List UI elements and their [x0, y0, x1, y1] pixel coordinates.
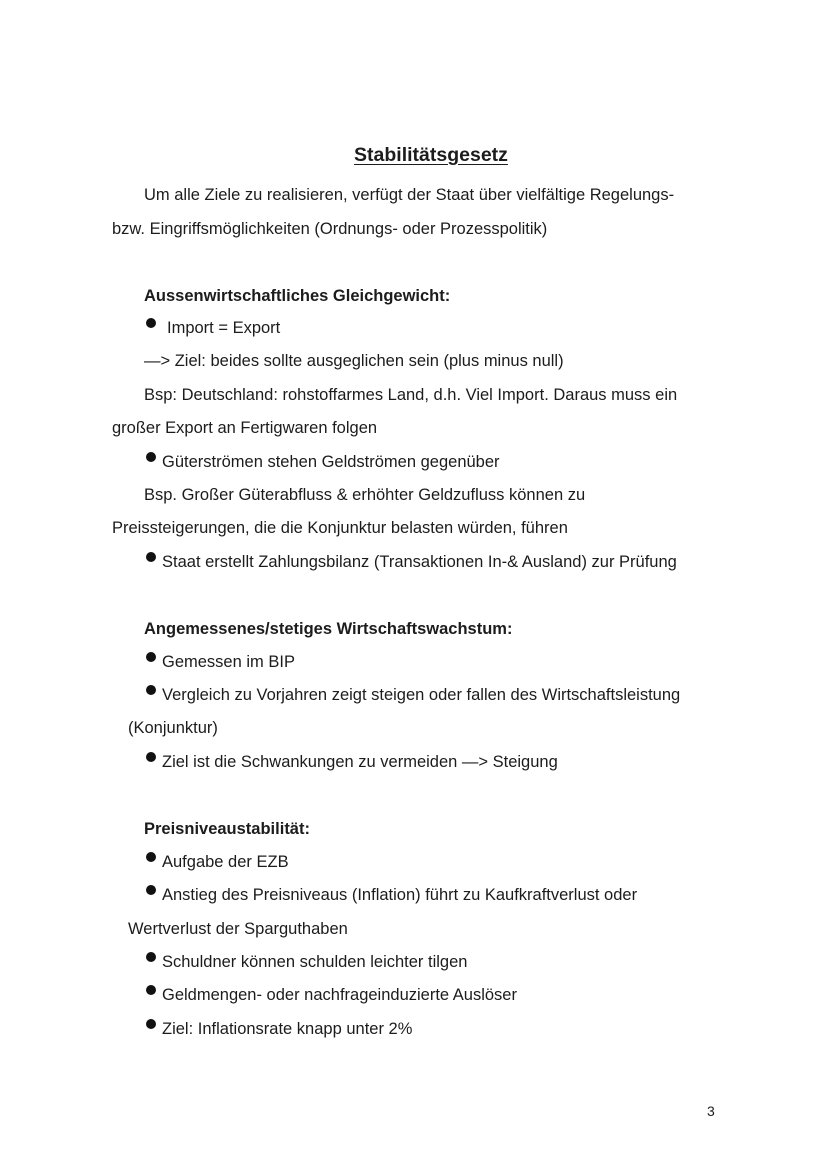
bullet-icon — [146, 752, 156, 762]
paragraph-line: großer Export an Fertigwaren folgen — [112, 419, 378, 437]
list-item: Vergleich zu Vorjahren zeigt steigen oder fallen des Wirtschaftsleistung — [162, 686, 681, 704]
list-item: Anstieg des Preisniveaus (Inflation) führt zu Kaufkraftverlust oder — [162, 886, 638, 904]
bullet-icon — [146, 318, 156, 328]
list-item: Import = Export — [167, 319, 281, 337]
bullet-icon — [146, 952, 156, 962]
bullet-icon — [146, 552, 156, 562]
paragraph-line: Bsp. Großer Güterabfluss & erhöhter Geldzufluss können zu — [144, 486, 586, 504]
list-item: Güterströmen stehen Geldströmen gegenüber — [162, 453, 500, 471]
section-heading-preisniveau: Preisniveaustabilität: — [144, 820, 310, 838]
bullet-icon — [146, 452, 156, 462]
list-item: Schuldner können schulden leichter tilgen — [162, 953, 468, 971]
bullet-icon — [146, 685, 156, 695]
list-item-continuation: (Konjunktur) — [128, 719, 218, 737]
paragraph-line: Preissteigerungen, die die Konjunktur belasten würden, führen — [112, 519, 568, 537]
list-item: Ziel ist die Schwankungen zu vermeiden —> Steigung — [162, 753, 558, 771]
intro-line-2: bzw. Eingriffsmöglichkeiten (Ordnungs- oder Prozesspolitik) — [112, 220, 548, 238]
paragraph-line: Bsp: Deutschland: rohstoffarmes Land, d.h. Viel Import. Daraus muss ein — [144, 386, 678, 404]
list-item-continuation: Wertverlust der Sparguthaben — [128, 920, 348, 938]
page-title: Stabilitätsgesetz — [354, 144, 508, 166]
page-number: 3 — [707, 1103, 715, 1119]
bullet-icon — [146, 1019, 156, 1029]
paragraph-line: —> Ziel: beides sollte ausgeglichen sein (plus minus null) — [144, 352, 564, 370]
list-item: Aufgabe der EZB — [162, 853, 289, 871]
bullet-icon — [146, 885, 156, 895]
section-heading-aussenwirtschaft: Aussenwirtschaftliches Gleichgewicht: — [144, 287, 451, 305]
list-item: Staat erstellt Zahlungsbilanz (Transaktionen In-& Ausland) zur Prüfung — [162, 553, 677, 571]
bullet-icon — [146, 652, 156, 662]
bullet-icon — [146, 852, 156, 862]
list-item: Ziel: Inflationsrate knapp unter 2% — [162, 1020, 413, 1038]
list-item: Geldmengen- oder nachfrageinduzierte Auslöser — [162, 986, 517, 1004]
list-item: Gemessen im BIP — [162, 653, 295, 671]
bullet-icon — [146, 985, 156, 995]
section-heading-wirtschaftswachstum: Angemessenes/stetiges Wirtschaftswachstum: — [144, 620, 513, 638]
intro-line-1: Um alle Ziele zu realisieren, verfügt der Staat über vielfältige Regelungs- — [144, 186, 675, 204]
